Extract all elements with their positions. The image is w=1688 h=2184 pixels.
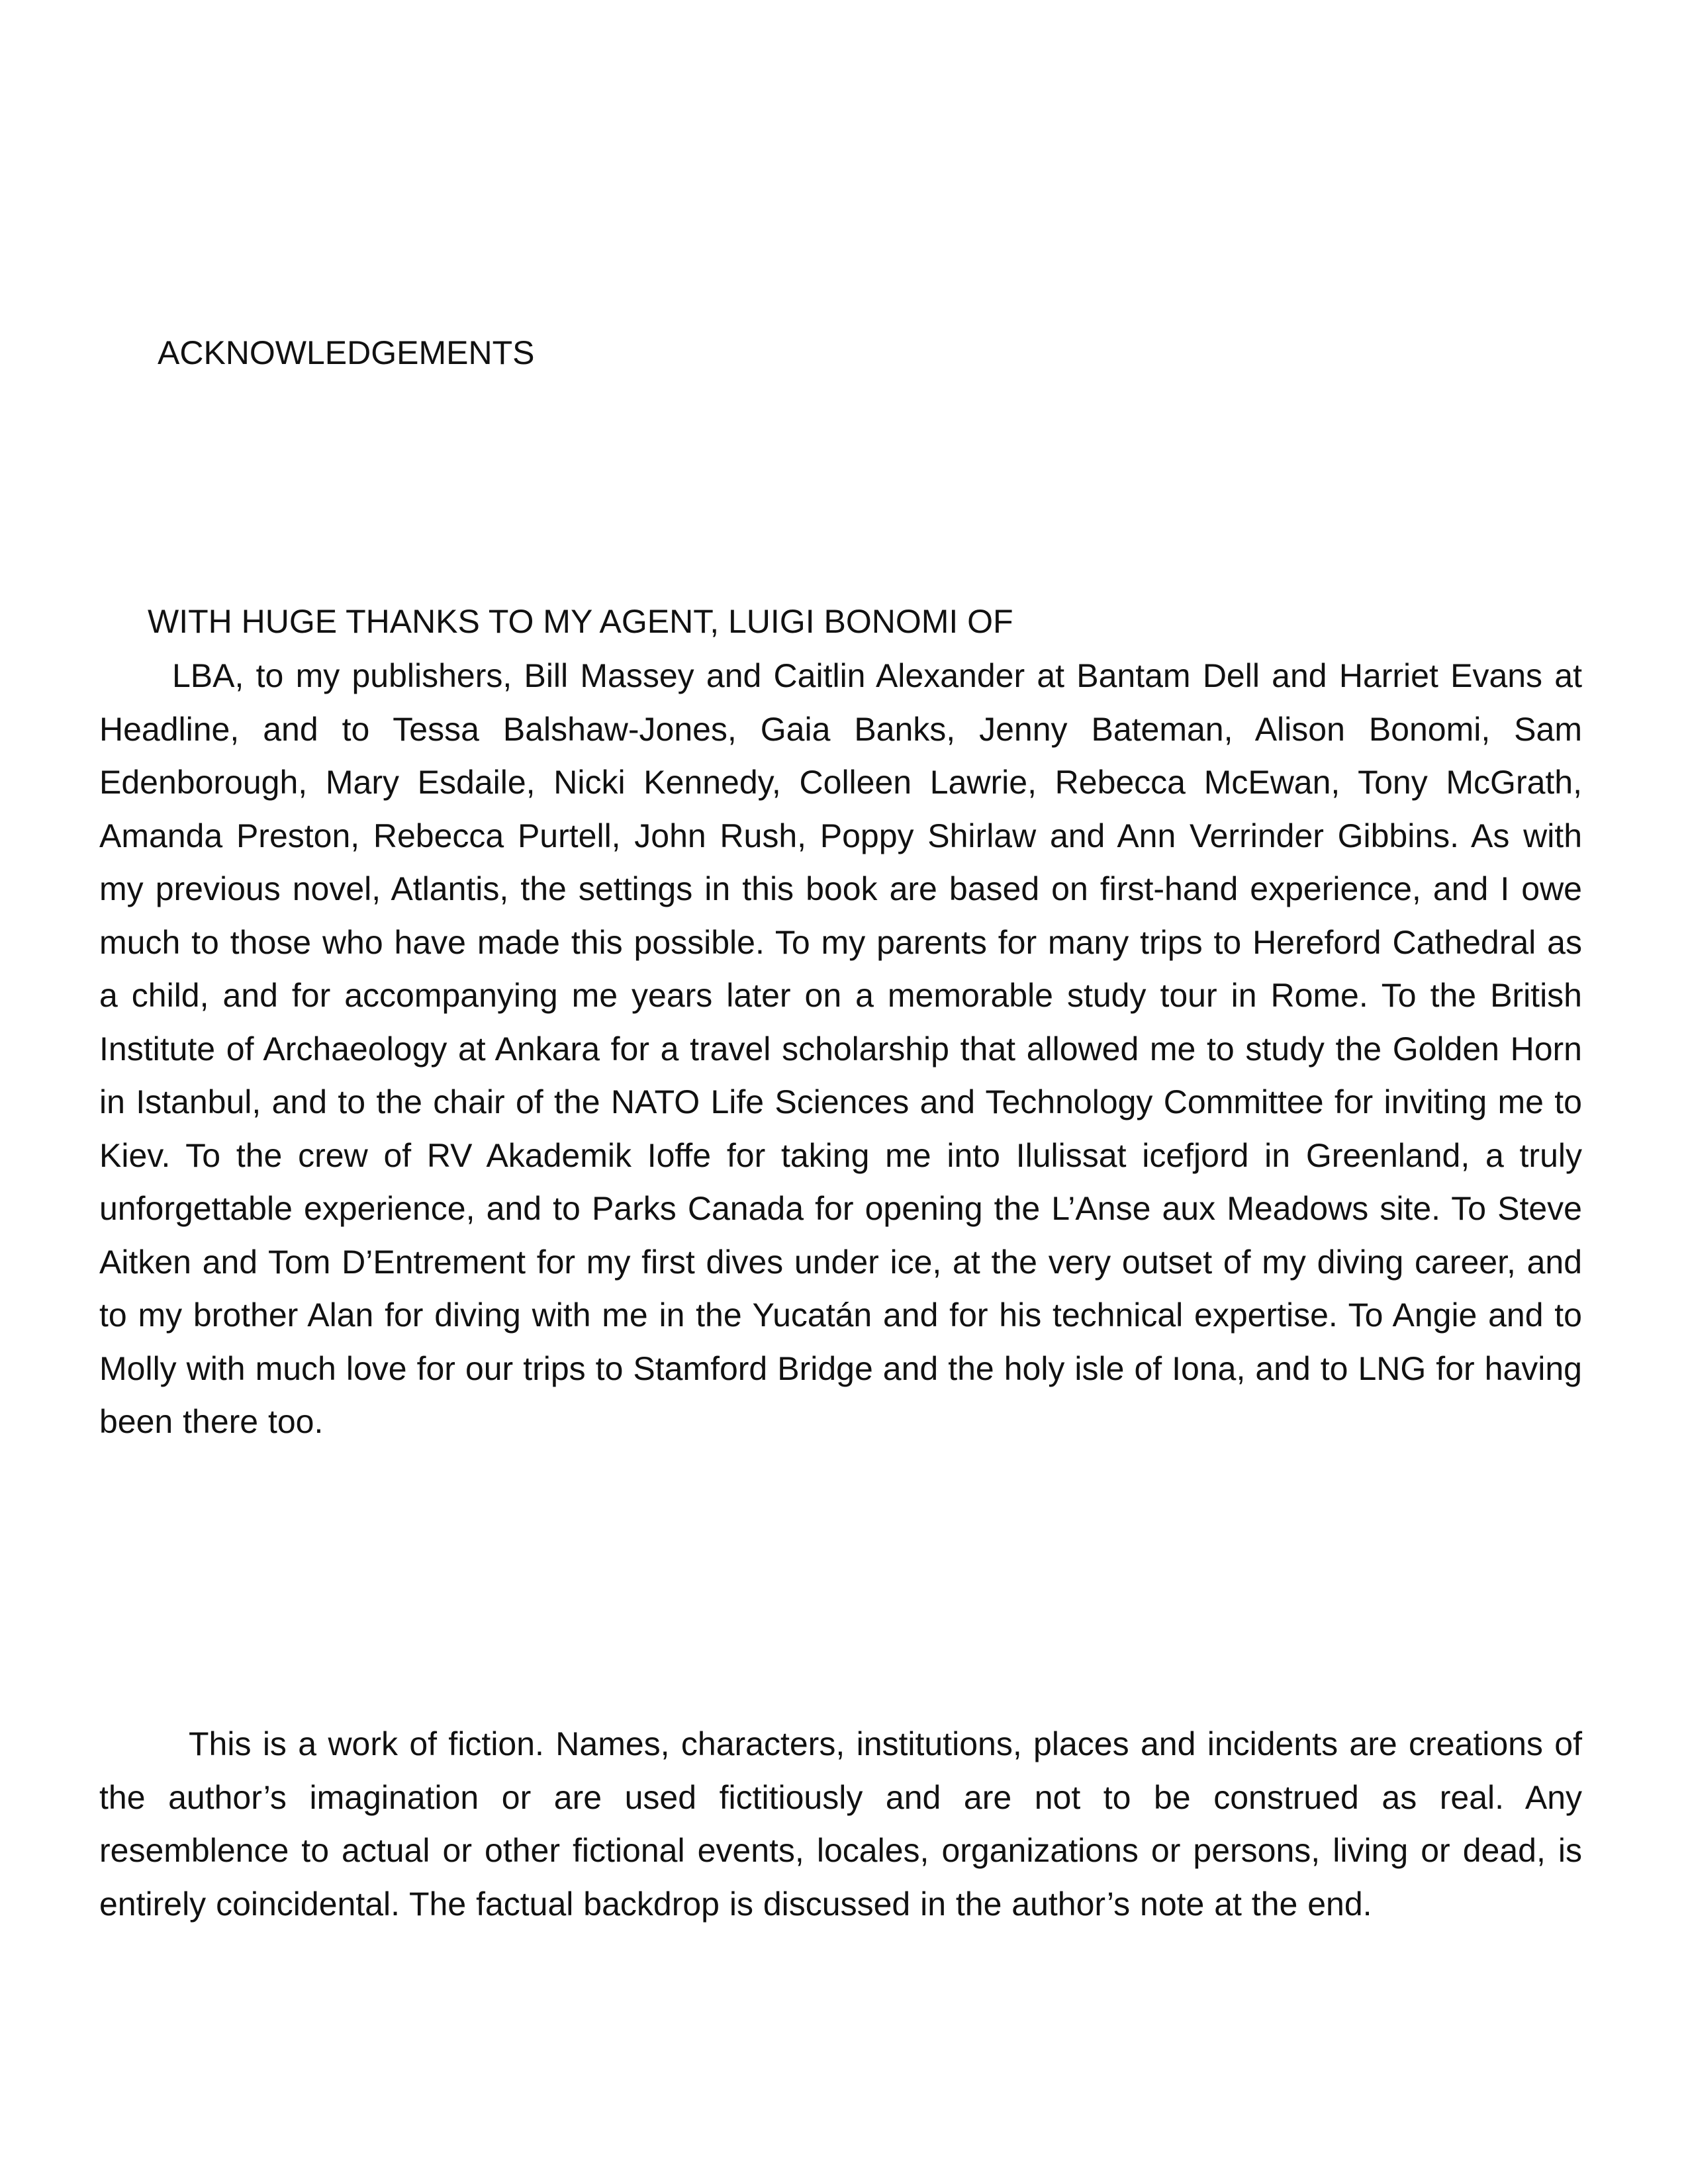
fiction-disclaimer-paragraph: This is a work of fiction. Names, characters, institutions, places and incidents are creations of the author’s imagination or are used fictitiously and are not to be construed as real. Any resemblence to actual or other fictional events, locales, organizations or persons, living or dead, is entirely coincidental. The factual backdrop is discussed in the author’s note at the end. bbox=[99, 1725, 1582, 1923]
page-title: ACKNOWLEDGEMENTS bbox=[158, 334, 535, 371]
acknowledgements-lead: WITH HUGE THANKS TO MY AGENT, LUIGI BONOMI OF bbox=[148, 603, 1013, 640]
acknowledgements-paragraph: LBA, to my publishers, Bill Massey and Caitlin Alexander at Bantam Dell and Harriet Evans at Headline, and to Tessa Balshaw-Jones, Gaia Banks, Jenny Bateman, Alison Bonomi, Sam Edenborough, Mary Esdaile, Nicki Kennedy, Colleen Lawrie, Rebecca McEwan, Tony McGrath, Amanda Preston, Rebecca Purtell, John Rush, Poppy Shirlaw and Ann Verrinder Gibbins. As with my previous novel, Atlantis, the settings in this book are based on first-hand experience, and I owe much to those who have made this possible. To my parents for many trips to Hereford Cathedral as a child, and for accompanying me years later on a memorable study tour in Rome. To the British Institute of Archaeology at Ankara for a travel scholarship that allowed me to study the Golden Horn in Istanbul, and to the chair of the NATO Life Sciences and Technology Committee for inviting me to Kiev. To the crew of RV Akademik Ioffe for taking me into Ilulissat icefjord in Greenland, a truly unforgettable experience, and to Parks Canada for opening the L’Anse aux Meadows site. To Steve Aitken and Tom D’Entrement for my first dives under ice, at the very outset of my diving career, and to my brother Alan for diving with me in the Yucatán and for his technical expertise. To Angie and to Molly with much love for our trips to Stamford Bridge and the holy isle of Iona, and to LNG for having been there too. bbox=[99, 657, 1582, 1440]
